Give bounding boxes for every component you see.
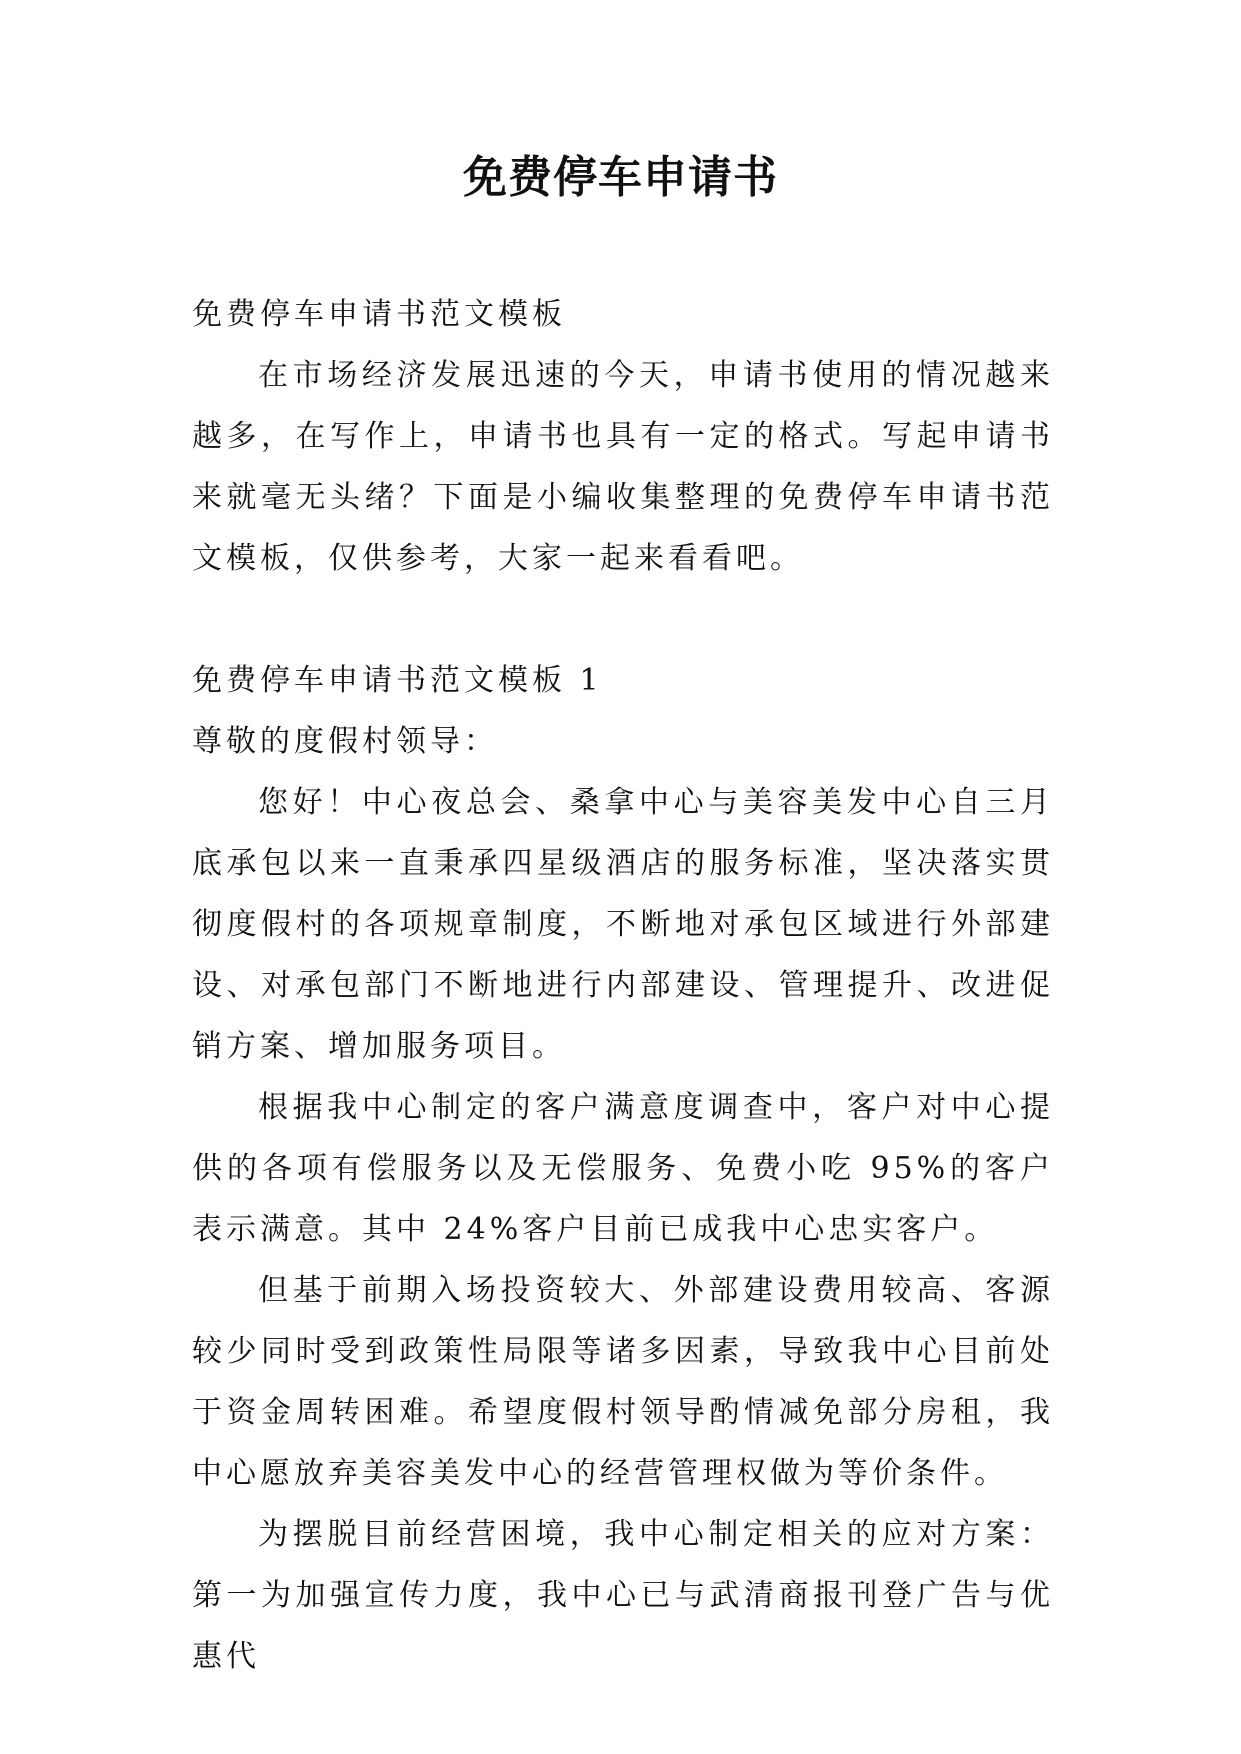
subtitle: 免费停车申请书范文模板 (192, 297, 566, 332)
spacer (192, 589, 1054, 650)
body-paragraph: 您好！中心夜总会、桑拿中心与美容美发中心自三月底承包以来一直秉承四星级酒店的服务标准，坚决落实贯彻度假村的各项规章制度，不断地对承包区域进行外部建设、对承包部门不断地进行内部建设、管理提升、改进促销方案、增加服务项目。 (192, 785, 1054, 1064)
document-title: 免费停车申请书 (463, 152, 778, 203)
body-paragraph: 根据我中心制定的客户满意度调查中，客户对中心提供的各项有偿服务以及无偿服务、免费小吃 95%的客户表示满意。其中 24%客户目前已成我中心忠实客户。 (192, 1090, 1054, 1247)
body-paragraph: 为摆脱目前经营困境，我中心制定相关的应对方案：第一为加强宣传力度，我中心已与武清商报刊登广告与优惠代 (192, 1517, 1054, 1674)
salutation: 尊敬的度假村领导： (192, 724, 498, 759)
body-paragraph: 但基于前期入场投资较大、外部建设费用较高、客源较少同时受到政策性局限等诸多因素，导致我中心目前处于资金周转困难。希望度假村领导酌情减免部分房租，我中心愿放弃美容美发中心的经营管理权做为等价条件。 (192, 1273, 1054, 1491)
document-body (192, 284, 1054, 1687)
intro-paragraph: 在市场经济发展迅速的今天，申请书使用的情况越来越多，在写作上，申请书也具有一定的格式。写起申请书来就毫无头绪？下面是小编收集整理的免费停车申请书范文模板，仅供参考，大家一起来看看吧。 (192, 358, 1054, 576)
section-heading: 免费停车申请书范文模板 1 (192, 663, 603, 698)
